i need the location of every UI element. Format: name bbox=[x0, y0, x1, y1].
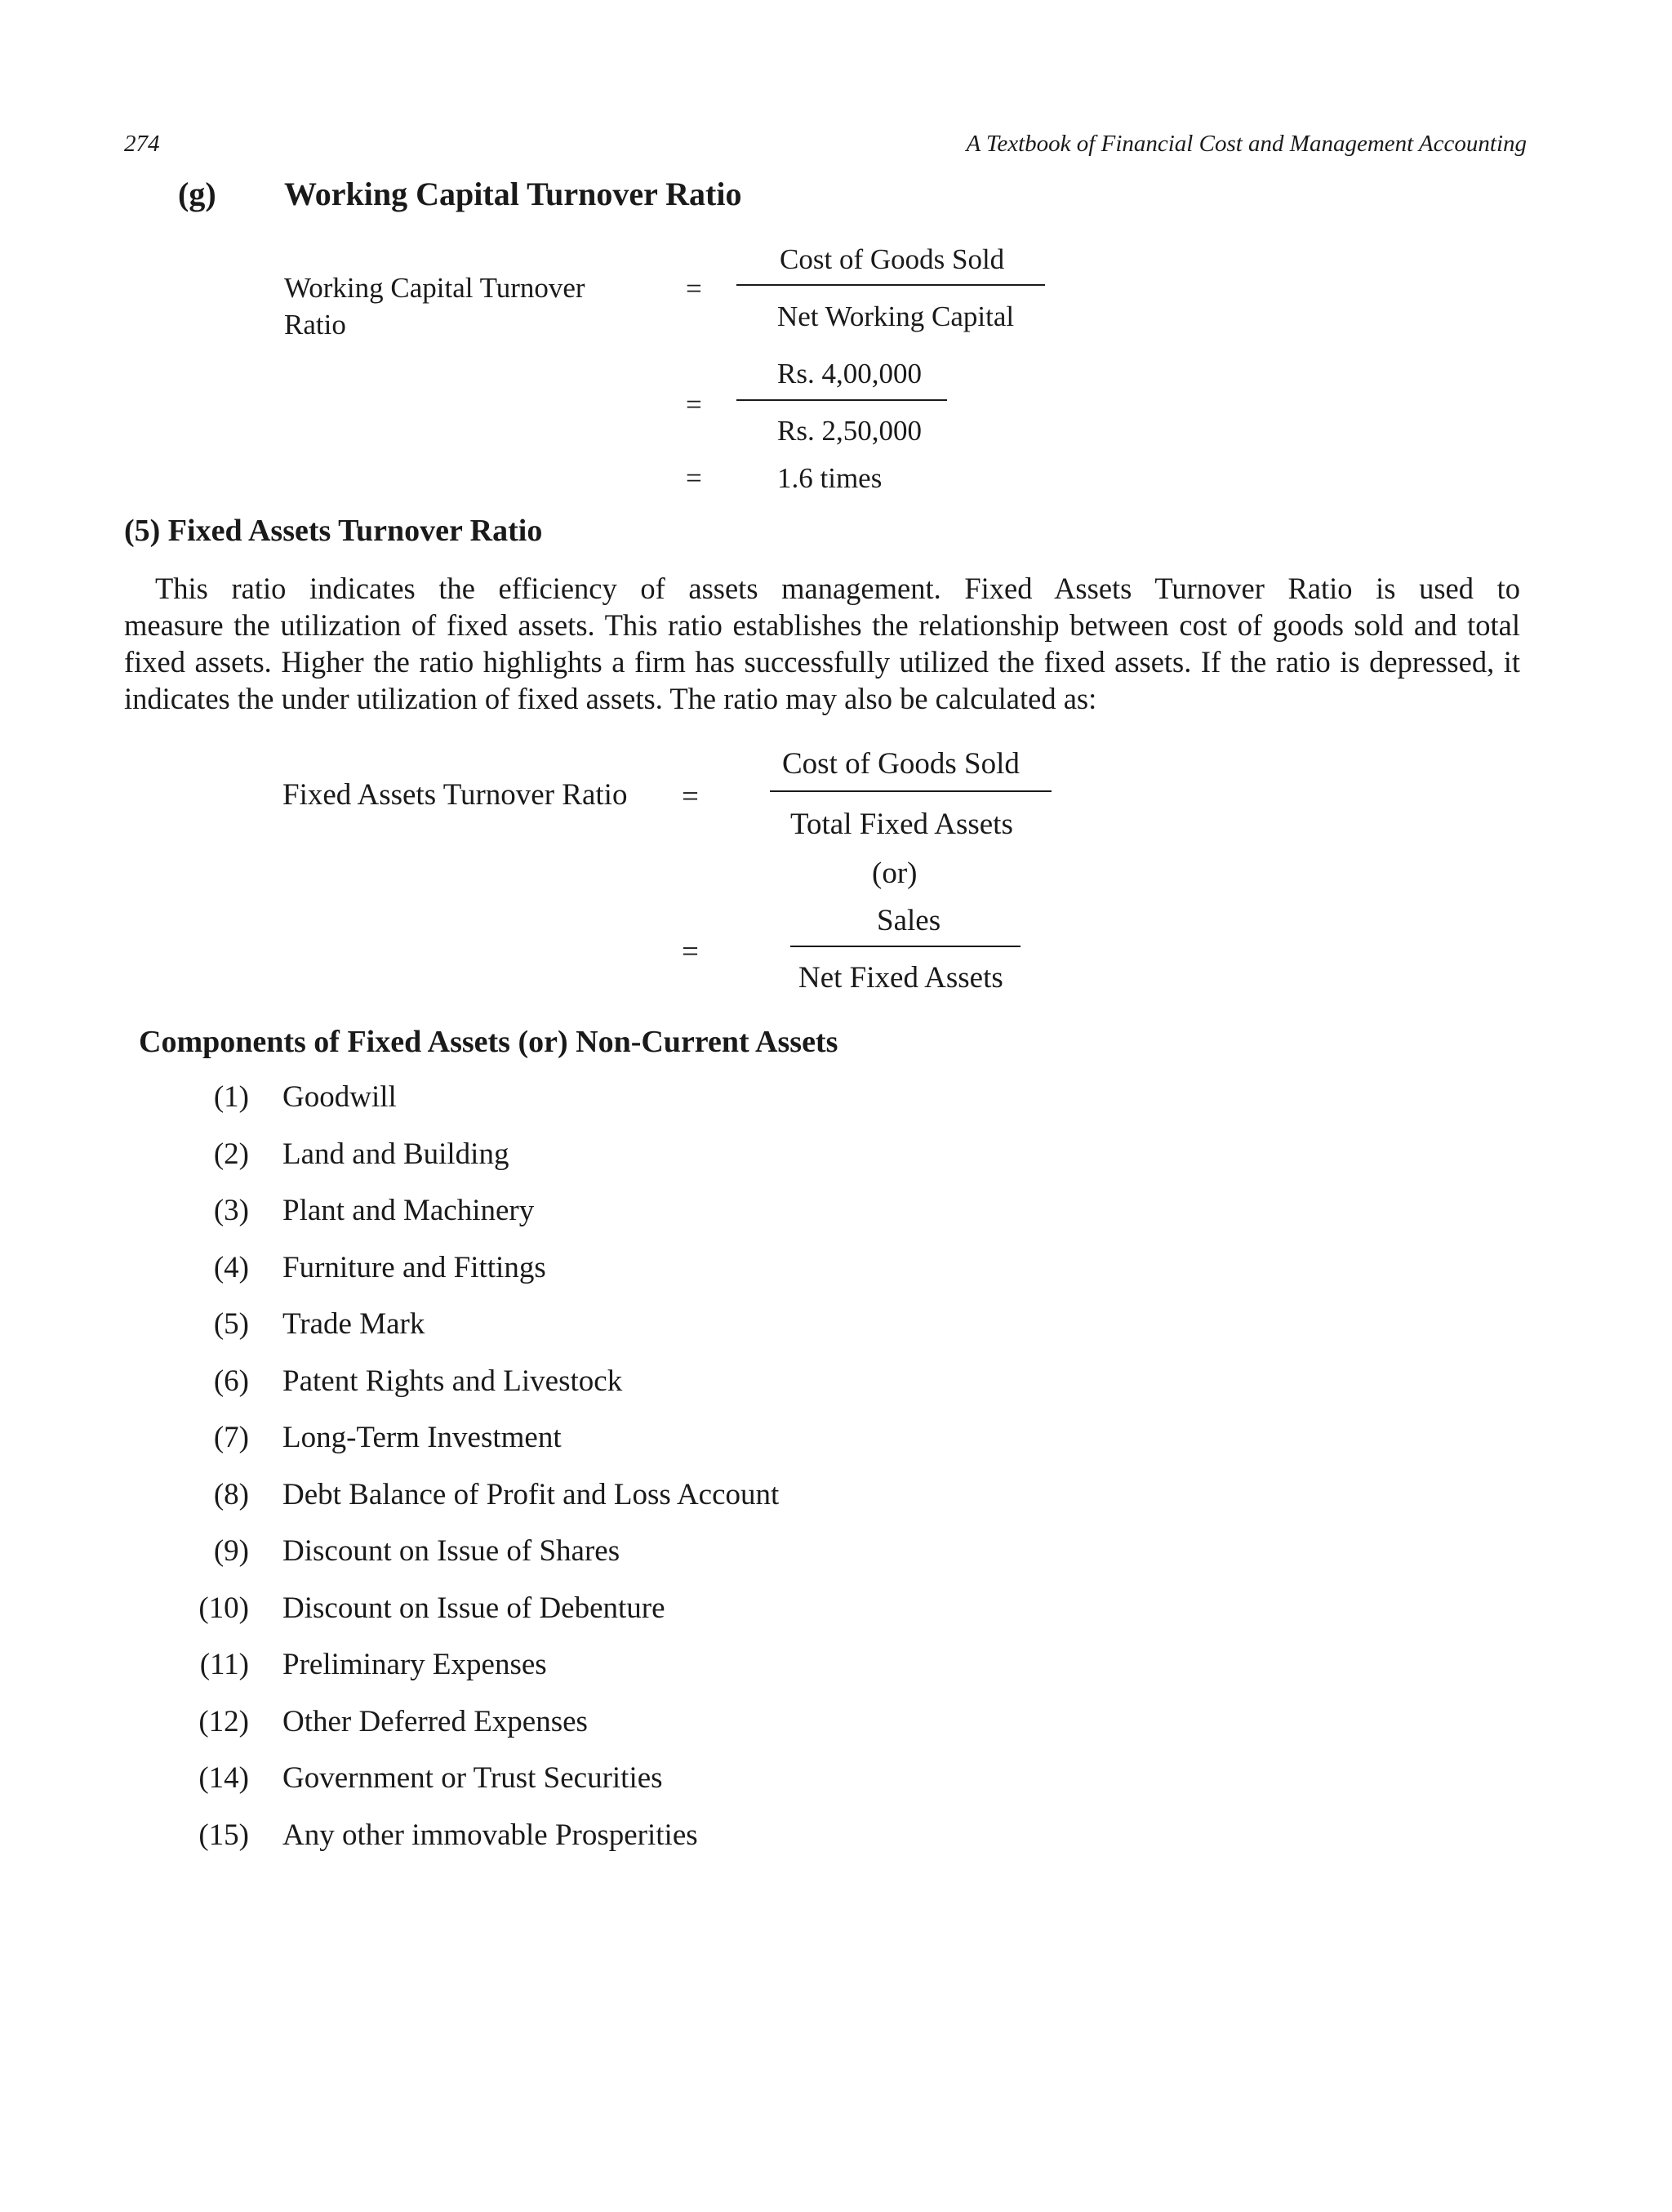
fraction-bar bbox=[736, 399, 947, 401]
fraction-bar bbox=[790, 946, 1021, 947]
list-item: Discount on Issue of Shares bbox=[282, 1534, 620, 1568]
list-item-number: (14) bbox=[198, 1761, 249, 1795]
equals-sign: = bbox=[682, 935, 699, 968]
list-item: Discount on Issue of Debenture bbox=[282, 1591, 665, 1625]
list-item: Land and Building bbox=[282, 1137, 509, 1171]
formula-numerator: Cost of Goods Sold bbox=[780, 243, 1005, 275]
fraction-bar bbox=[736, 284, 1045, 286]
list-item-number: (10) bbox=[198, 1591, 249, 1625]
calc-denominator: Rs. 2,50,000 bbox=[777, 415, 922, 447]
section-5-title: (5) Fixed Assets Turnover Ratio bbox=[124, 514, 543, 548]
wc-ratio-lhs: Working Capital Turnover Ratio bbox=[284, 272, 585, 340]
calc-numerator: Rs. 4,00,000 bbox=[777, 358, 922, 389]
list-item: Plant and Machinery bbox=[282, 1194, 535, 1227]
fa-formula2-numerator: Sales bbox=[877, 904, 941, 937]
fa-formula1-numerator: Cost of Goods Sold bbox=[782, 747, 1020, 781]
list-item-number: (15) bbox=[198, 1818, 249, 1852]
fa-formula2-denominator: Net Fixed Assets bbox=[798, 961, 1003, 995]
equals-sign: = bbox=[682, 780, 699, 813]
list-item: Debt Balance of Profit and Loss Account bbox=[282, 1478, 780, 1511]
list-item: Other Deferred Expenses bbox=[282, 1705, 588, 1738]
list-item-number: (9) bbox=[213, 1534, 249, 1568]
page-number: 274 bbox=[124, 131, 160, 157]
list-item: Goodwill bbox=[282, 1080, 397, 1114]
list-item-number: (4) bbox=[213, 1251, 249, 1284]
fa-formula1-denominator: Total Fixed Assets bbox=[790, 808, 1013, 841]
formula-denominator: Net Working Capital bbox=[777, 300, 1015, 332]
section-g-title: Working Capital Turnover Ratio bbox=[284, 176, 742, 212]
section-g-label: (g) bbox=[178, 176, 216, 212]
list-item-number: (5) bbox=[213, 1307, 249, 1341]
list-item-number: (1) bbox=[213, 1080, 249, 1114]
equals-sign: = bbox=[686, 462, 702, 494]
list-item: Long-Term Investment bbox=[282, 1421, 562, 1454]
list-item-number: (3) bbox=[213, 1194, 249, 1227]
fa-ratio-lhs: Fixed Assets Turnover Ratio bbox=[282, 778, 628, 812]
list-item: Furniture and Fittings bbox=[282, 1251, 546, 1284]
list-item: Preliminary Expenses bbox=[282, 1648, 547, 1681]
list-item-number: (7) bbox=[213, 1421, 249, 1454]
paragraph-first-line: This ratio indicates the efficiency of assets management. Fixed Assets Turnover Ratio is used to bbox=[155, 572, 1520, 605]
or-label: (or) bbox=[872, 857, 918, 890]
components-title: Components of Fixed Assets (or) Non-Current Assets bbox=[139, 1025, 838, 1059]
list-item-number: (11) bbox=[199, 1648, 249, 1681]
list-item-number: (2) bbox=[213, 1137, 249, 1171]
running-title: A Textbook of Financial Cost and Management Accounting bbox=[966, 131, 1527, 157]
list-item: Government or Trust Securities bbox=[282, 1761, 663, 1795]
calc-result: 1.6 times bbox=[777, 462, 883, 494]
list-item-number: (12) bbox=[198, 1705, 249, 1738]
list-item-number: (8) bbox=[213, 1478, 249, 1511]
list-item-number: (6) bbox=[213, 1364, 249, 1398]
fraction-bar bbox=[770, 790, 1052, 792]
list-item: Patent Rights and Livestock bbox=[282, 1364, 623, 1398]
equals-sign: = bbox=[686, 389, 702, 421]
list-item: Any other immovable Prosperities bbox=[282, 1818, 698, 1852]
list-item: Trade Mark bbox=[282, 1307, 425, 1341]
equals-sign: = bbox=[686, 273, 702, 305]
paragraph-body: measure the utilization of fixed assets. This ratio establishes the relationship between cost of goods sold and total fixed assets. Higher the ratio highlights a firm has successfully utilized the fixed assets. If the ratio is depressed, it indicates the under utilization of fixed assets. The ratio may also be calculated as: bbox=[124, 608, 1520, 715]
